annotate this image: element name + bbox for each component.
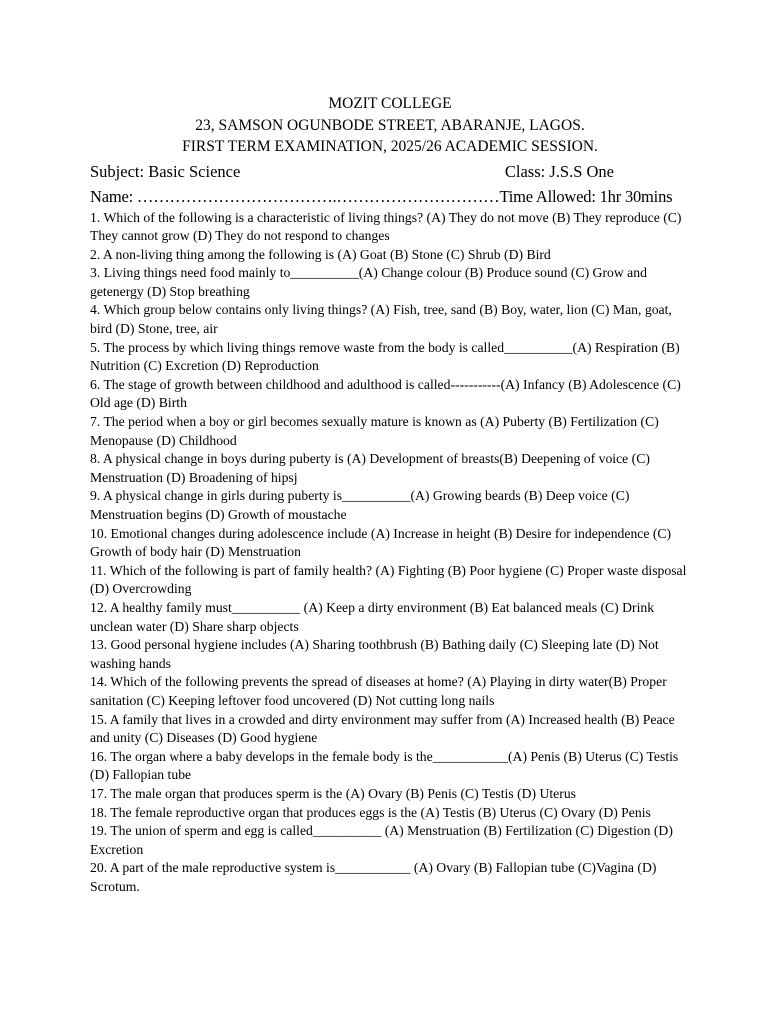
subject-label: Subject: Basic Science	[90, 161, 241, 181]
question-item: 9. A physical change in girls during puberty is__________(A) Growing beards (B) Deep voice (C) Menstruation begins (D) Growth of moustache	[90, 488, 630, 522]
name-field: Name: ……………………………….…………………………	[90, 186, 500, 206]
question-item: 6. The stage of growth between childhood and adulthood is called-----------(A) Infancy (B) Adolescence (C) Old age (D) Birth	[90, 376, 681, 411]
school-address: 23, SAMSON OGUNBODE STREET, ABARANJE, LAGOS.	[195, 116, 585, 134]
question-item: 11. Which of the following is part of family health? (A) Fighting (B) Poor hygiene (C) Proper waste disposal (D) Overcrowding	[90, 562, 687, 597]
subject-class-row	[90, 158, 690, 186]
exam-page	[90, 93, 690, 896]
exam-title: FIRST TERM EXAMINATION, 2025/26 ACADEMIC SESSION.	[182, 138, 598, 155]
question-item: 14. Which of the following prevents the spread of diseases at home? (A) Playing in dirty water(B) Proper sanitation (C) Keeping leftover food uncovered (D) Not cutting long nails	[90, 674, 667, 708]
question-item: 13. Good personal hygiene includes (A) Sharing toothbrush (B) Bathing daily (C) Sleeping late (D) Not washing hands	[90, 637, 659, 671]
question-item: 17. The male organ that produces sperm is the (A) Ovary (B) Penis (C) Testis (D) Uterus	[90, 785, 576, 801]
question-item: 7. The period when a boy or girl becomes sexually mature is known as (A) Puberty (B) Fertilization (C) Menopause (D) Childhood	[90, 414, 659, 448]
question-item: 8. A physical change in boys during puberty is (A) Development of breasts(B) Deepening of voice (C) Menstruation (D) Broadening of hipsj	[90, 451, 650, 485]
time-allowed: Time Allowed: 1hr 30mins	[499, 186, 673, 206]
class-label: Class: J.S.S One	[504, 161, 614, 181]
question-item: 1. Which of the following is a characteristic of living things? (A) They do not move (B) They reproduce (C) They cannot grow (D) They do not respond to changes	[90, 209, 682, 244]
question-item: 16. The organ where a baby develops in the female body is the___________(A) Penis (B) Uterus (C) Testis (D) Fallopian tube	[90, 748, 679, 783]
question-item: 5. The process by which living things remove waste from the body is called__________(A) Respiration (B) Nutrition (C) Excretion (D) Reproduction	[90, 339, 680, 374]
school-name: MOZIT COLLEGE	[328, 95, 452, 112]
question-item: 15. A family that lives in a crowded and dirty environment may suffer from (A) Increased health (B) Peace and unity (C) Diseases (D) Good hygiene	[90, 711, 675, 746]
question-item: 2. A non-living thing among the following is (A) Goat (B) Stone (C) Shrub (D) Bird	[90, 246, 551, 262]
question-item: 3. Living things need food mainly to__________(A) Change colour (B) Produce sound (C) Grow and getenergy (D) Stop breathing	[90, 265, 647, 299]
question-item: 12. A healthy family must__________ (A) Keep a dirty environment (B) Eat balanced meals (C) Drink unclean water (D) Share sharp objects	[90, 599, 655, 634]
question-item: 20. A part of the male reproductive system is___________ (A) Ovary (B) Fallopian tube (C)Vagina (D) Scrotum.	[90, 860, 657, 894]
question-list	[90, 209, 690, 897]
question-item: 4. Which group below contains only living things? (A) Fish, tree, sand (B) Boy, water, lion (C) Man, goat, bird (D) Stone, tree, air	[90, 302, 672, 337]
question-item: 10. Emotional changes during adolescence include (A) Increase in height (B) Desire for independence (C) Growth of body hair (D) Menstruation	[90, 525, 672, 560]
question-item: 19. The union of sperm and egg is called__________ (A) Menstruation (B) Fertilization (C) Digestion (D) Excretion	[90, 823, 673, 857]
name-time-row	[90, 186, 690, 208]
question-item: 18. The female reproductive organ that produces eggs is the (A) Testis (B) Uterus (C) Ovary (D) Penis	[90, 804, 651, 820]
